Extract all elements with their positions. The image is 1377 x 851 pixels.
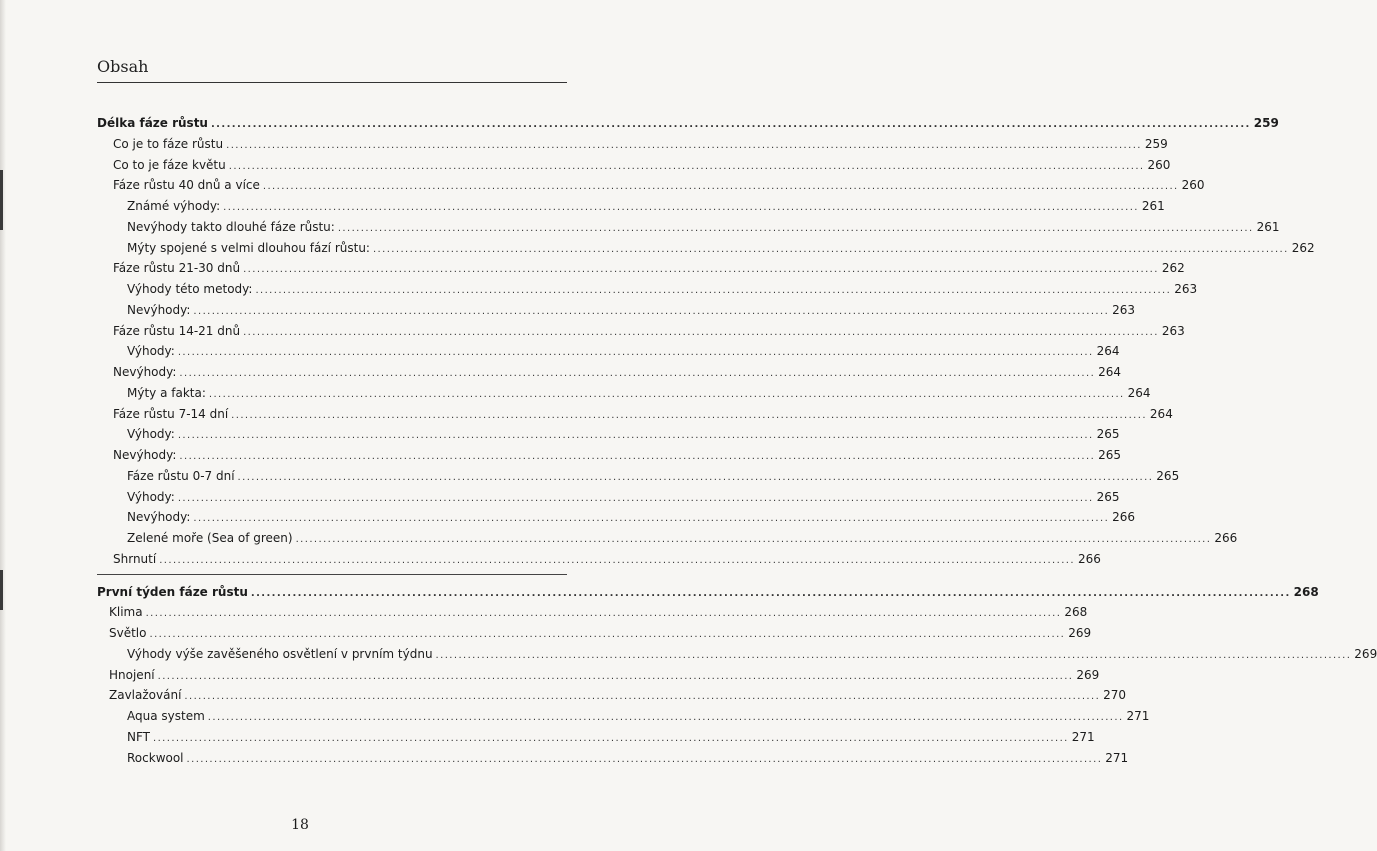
toc-entry[interactable]: [97, 748, 1129, 768]
toc-entry-label: Fáze růstu 14-21 dnů: [113, 323, 241, 338]
toc-entry[interactable]: [97, 727, 1095, 747]
toc-entry-label: Nevýhody:: [127, 302, 191, 317]
dot-leader: ........................................................................................................................................................................................................: [237, 471, 1154, 483]
toc-entry-label: Fáze růstu 40 dnů a více: [113, 178, 260, 193]
dot-leader: ........................................................................................................................................................................................................: [337, 222, 1254, 234]
toc-section-heading[interactable]: [97, 582, 1319, 602]
toc-entry-label: Fáze růstu 21-30 dnů: [113, 261, 241, 276]
toc-page-number: 260: [1181, 178, 1205, 193]
toc-entry-label: Mýty spojené s velmi dlouhou fází růstu:: [127, 240, 370, 255]
dot-leader: ........................................................................................................................................................................................................: [177, 347, 1094, 359]
toc-entry[interactable]: [97, 196, 1165, 216]
toc-page-number: 263: [1174, 282, 1198, 296]
toc-entry[interactable]: [97, 155, 1171, 175]
toc-page-number: 266: [1214, 531, 1238, 545]
toc-entry-label: Nevýhody takto dlouhé fáze růstu:: [127, 219, 335, 234]
toc-page-number: 271: [1071, 729, 1095, 744]
dot-leader: ........................................................................................................................................................................................................: [231, 409, 1147, 421]
dot-leader: ........................................................................................................................................................................................................: [149, 629, 1066, 640]
toc-entry[interactable]: [97, 665, 1100, 685]
dot-leader: ........................................................................................................................................................................................................: [210, 119, 1251, 130]
toc-page-number: 269: [1068, 626, 1092, 640]
toc-page-number: 268: [1064, 605, 1088, 620]
toc-entry[interactable]: [97, 300, 1136, 320]
toc-page-number: 260: [1147, 157, 1171, 172]
toc-entry-label: Nevýhody:: [127, 510, 191, 525]
toc-entry[interactable]: [97, 445, 1122, 465]
toc-page-number: 259: [1253, 116, 1279, 130]
binding-mark: [0, 570, 3, 610]
toc-entry-label: Známé výhody:: [127, 199, 221, 213]
toc-page-number: 265: [1096, 427, 1120, 442]
toc-entry-label: Zavlažování: [109, 688, 182, 703]
dot-leader: ........................................................................................................................................................................................................: [228, 160, 1145, 172]
toc-entry-label: Výhody:: [127, 489, 175, 504]
dot-leader: ........................................................................................................................................................................................................: [186, 753, 1103, 765]
toc-entry-label: Výhody výše zavěšeného osvětlení v prvním týdnu: [127, 646, 433, 661]
toc-entry[interactable]: [97, 549, 1101, 569]
toc-entry-label: Hnojení: [109, 667, 155, 682]
toc-page-number: 262: [1161, 261, 1185, 276]
toc-entry[interactable]: [97, 238, 1315, 258]
dot-leader: ........................................................................................................................................................................................................: [179, 451, 1096, 462]
toc-page-number: 264: [1096, 344, 1120, 359]
toc-entry-label: Délka fáze růstu: [97, 116, 208, 130]
toc-page-number: 262: [1291, 240, 1315, 255]
toc-entry[interactable]: [97, 362, 1122, 382]
toc-page-number: 261: [1256, 219, 1280, 234]
toc-page-number: 270: [1103, 688, 1127, 703]
toc-entry[interactable]: [97, 466, 1180, 486]
toc-page-number: 269: [1354, 646, 1377, 661]
toc-entry[interactable]: [97, 602, 1088, 622]
toc-entry[interactable]: [97, 644, 1377, 664]
binding-mark: [0, 170, 3, 230]
dot-leader: ........................................................................................................................................................................................................: [250, 587, 1291, 599]
toc-entry-label: Zelené moře (Sea of green): [127, 531, 293, 545]
toc-entry-label: NFT: [127, 729, 150, 744]
toc-entry-label: Mýty a fakta:: [127, 385, 206, 400]
toc-entry[interactable]: [97, 175, 1205, 195]
toc-entry[interactable]: [97, 217, 1280, 237]
toc-entry[interactable]: [97, 279, 1198, 299]
dot-leader: ........................................................................................................................................................................................................: [295, 534, 1212, 545]
dot-leader: ........................................................................................................................................................................................................: [184, 691, 1101, 703]
toc-entry[interactable]: [97, 507, 1136, 527]
dot-leader: ........................................................................................................................................................................................................: [159, 554, 1075, 566]
toc-entry[interactable]: [97, 321, 1185, 341]
toc-entry-label: První týden fáze růstu: [97, 584, 248, 599]
toc-page-number: 266: [1077, 551, 1101, 566]
toc-entry[interactable]: [97, 424, 1120, 444]
toc-entry-label: Výhody:: [127, 427, 175, 442]
toc-page-number: 259: [1144, 136, 1168, 151]
dot-leader: ........................................................................................................................................................................................................: [223, 202, 1139, 213]
toc-page-number: 261: [1141, 199, 1165, 213]
toc-page-number: 269: [1076, 667, 1100, 682]
toc-entry[interactable]: [97, 487, 1120, 507]
page-header: [97, 57, 567, 76]
toc-page-number: 265: [1156, 468, 1180, 483]
toc-entry[interactable]: [97, 685, 1127, 705]
toc-entry[interactable]: [97, 623, 1092, 643]
toc-entry-label: Shrnutí: [113, 551, 157, 566]
toc-entry[interactable]: [97, 258, 1185, 278]
dot-leader: ........................................................................................................................................................................................................: [177, 430, 1094, 442]
toc-entry-label: Nevýhody:: [113, 365, 177, 379]
toc-entry-label: Rockwool: [127, 750, 184, 765]
toc-page-number: 271: [1105, 750, 1129, 765]
toc-entry-label: Aqua system: [127, 709, 205, 723]
toc-entry-label: Výhody této metody:: [127, 282, 253, 296]
dot-leader: ........................................................................................................................................................................................................: [193, 513, 1110, 525]
toc-entry-label: Co je to fáze růstu: [113, 136, 224, 151]
dot-leader: ........................................................................................................................................................................................................: [179, 368, 1096, 379]
toc-page-number: 266: [1112, 510, 1136, 525]
dot-leader: ........................................................................................................................................................................................................: [153, 732, 1069, 744]
toc-page-number: 263: [1112, 302, 1136, 317]
dot-leader: ........................................................................................................................................................................................................: [243, 326, 1159, 338]
page-title: Obsah: [97, 57, 149, 76]
header-rule: [97, 82, 567, 83]
toc-entry[interactable]: [97, 134, 1168, 154]
dot-leader: ........................................................................................................................................................................................................: [157, 670, 1074, 682]
toc-entry[interactable]: [97, 383, 1151, 403]
toc-page-number: 264: [1127, 385, 1151, 400]
dot-leader: ........................................................................................................................................................................................................: [207, 712, 1124, 723]
toc-entry[interactable]: [97, 341, 1120, 361]
toc-page-number: 268: [1293, 584, 1319, 599]
toc-entry[interactable]: [97, 706, 1150, 726]
dot-leader: ........................................................................................................................................................................................................: [435, 649, 1352, 661]
toc-page-number: 265: [1096, 489, 1120, 504]
dot-leader: ........................................................................................................................................................................................................: [145, 608, 1062, 620]
page-number: 18: [291, 817, 309, 833]
toc-entry[interactable]: [97, 404, 1173, 424]
toc-page-number: 263: [1161, 323, 1185, 338]
toc-entry-label: Fáze růstu 0-7 dní: [127, 468, 235, 483]
toc-page-number: 264: [1098, 365, 1122, 379]
toc-page-number: 265: [1098, 448, 1122, 462]
toc-page-number: 264: [1149, 406, 1173, 421]
dot-leader: ........................................................................................................................................................................................................: [193, 305, 1110, 317]
toc-entry-label: Světlo: [109, 626, 147, 640]
toc-entry-label: Co to je fáze květu: [113, 157, 226, 172]
dot-leader: ........................................................................................................................................................................................................: [226, 139, 1142, 151]
dot-leader: ........................................................................................................................................................................................................: [243, 264, 1159, 276]
page-edge-shadow: [0, 0, 6, 851]
toc-entry-label: Klima: [109, 605, 143, 620]
dot-leader: ........................................................................................................................................................................................................: [262, 181, 1179, 193]
dot-leader: ........................................................................................................................................................................................................: [208, 388, 1125, 400]
toc-entry[interactable]: [97, 528, 1238, 548]
toc-section-heading[interactable]: [97, 113, 1279, 133]
dot-leader: ........................................................................................................................................................................................................: [372, 243, 1289, 255]
toc-page-number: 271: [1126, 709, 1150, 723]
dot-leader: ........................................................................................................................................................................................................: [177, 492, 1094, 504]
toc-entry-label: Nevýhody:: [113, 448, 177, 462]
toc-entry-label: Fáze růstu 7-14 dní: [113, 406, 229, 421]
section-separator: [97, 574, 567, 575]
toc-entry-label: Výhody:: [127, 344, 175, 359]
dot-leader: ........................................................................................................................................................................................................: [255, 285, 1172, 296]
